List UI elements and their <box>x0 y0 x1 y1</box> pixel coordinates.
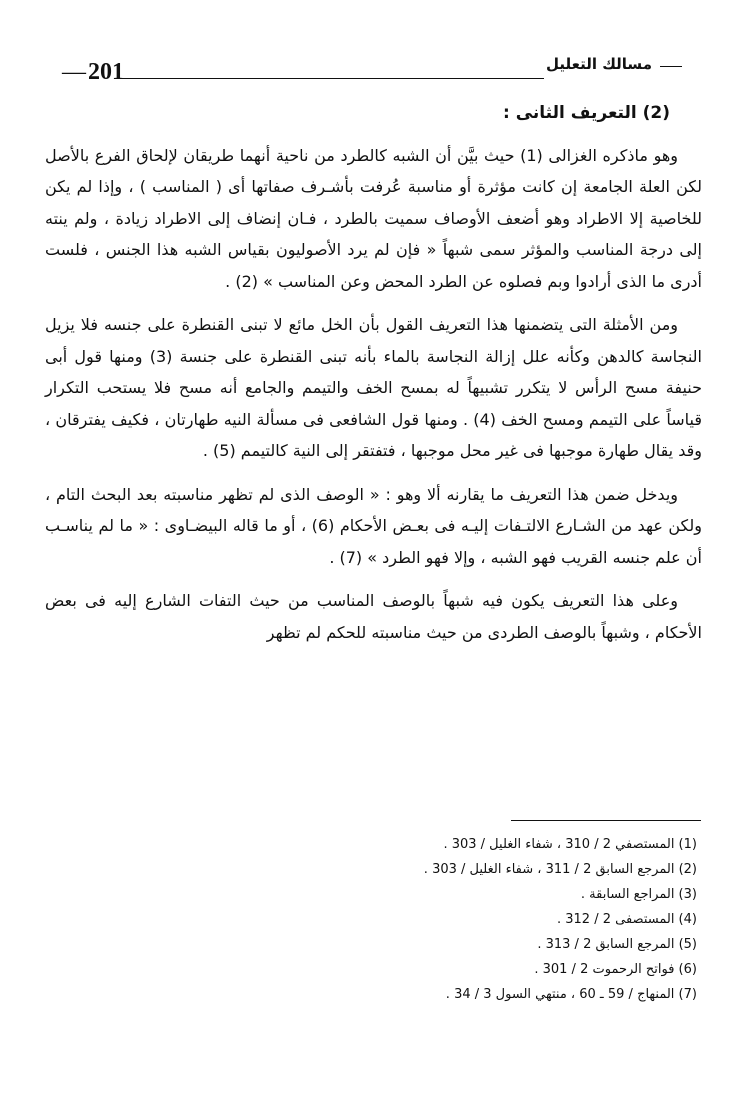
page-number: — 201 <box>62 59 124 86</box>
footnote: (7) المنهاج / 59 ـ 60 ، منتهي السول 3 / 34 . <box>445 987 697 1002</box>
header-dash <box>660 66 682 67</box>
running-title: مسالك التعليل <box>545 55 652 73</box>
footnote: (5) المرجع السابق 2 / 313 . <box>537 937 697 952</box>
section-heading: (2) التعريف الثانى : <box>502 103 670 123</box>
footnote: (4) المستصفى 2 / 312 . <box>556 912 697 927</box>
main-text <box>45 98 702 660</box>
footnote: (6) فواتح الرحموت 2 / 301 . <box>534 962 697 977</box>
footnote: (1) المستصفي 2 / 310 ، شفاء الغليل / 303 . <box>443 837 697 852</box>
paragraph: ويدخل ضمن هذا التعريف ما يقارنه ألا وهو : « الوصف الذى لم تظهر مناسبته بعد البحث التام ، ولكن عهد من الشـارع الالتـفات إليـه فى بعـض الأحكام (6) ، أو ما قاله البيضـاوى : « ما لم يناسـب أن علم جنسه القريب فهو الشبه ، وإلا فهو الطرد » (7) . <box>45 484 702 567</box>
footnote: (2) المرجع السابق 2 / 311 ، شفاء الغليل / 303 . <box>423 862 697 877</box>
paragraph: وهو ماذكره الغزالى (1) حيث بيَّن أن الشبه كالطرد من ناحية أنهما طريقان لإلحاق الفرع بالأصل لكن العلة الجامعة إن كانت مؤثرة أو مناسبة عُرفت بأشـرف صفاتها أى ( المناسب ) ، وإذا لم يكن للخاصية إلا الاطراد وهو أضعف الأوصاف سميت بالطرد ، فـان إنضاف إلى الاطراد زيادة ، ولم ينته إلى درجة المناسب والمؤثر سمى شبهاً « فإن لم يرد الأصوليون بقياس الشبه هذا الجنس ، فلست أدرى ما الذى أرادوا وبم فصلوه عن الطرد المحض وعن المناسب » (2) . <box>45 145 702 291</box>
header-rule <box>120 78 544 79</box>
paragraph: ومن الأمثلة التى يتضمنها هذا التعريف القول بأن الخل مائع لا تبنى القنطرة على جنسه فلا يزيل النجاسة كالدهن وكأنه علل إزالة النجاسة بالماء بأنه تبنى القنطرة على جنسة (3) ومنها قول أبى حنيفة مسح الرأس لا يتكرر تشبيهاً له بمسح الخف والتيمم والجامع أنه مسح فلا يستحب التكرار قياساً على التيمم ومسح الخف (4) . ومنها قول الشافعى فى مسألة النيه طهارتان ، فكيف يفترقان ، وقد يقال طهارة موجبها فى غير محل موجبها ، فتفتقر إلى النية كالتيمم (5) . <box>45 315 703 460</box>
footnotes <box>297 832 697 1007</box>
running-header <box>62 55 682 85</box>
footnote: (3) المراجع السابقة . <box>580 887 697 902</box>
footnote-separator <box>511 820 701 821</box>
paragraph: وعلى هذا التعريف يكون فيه شبهاً بالوصف المناسب من حيث التفات الشارع إليه فى بعض الأحكام ، وشبهاً بالوصف الطردى من حيث مناسبته للحكم لم تظهر <box>45 591 702 642</box>
